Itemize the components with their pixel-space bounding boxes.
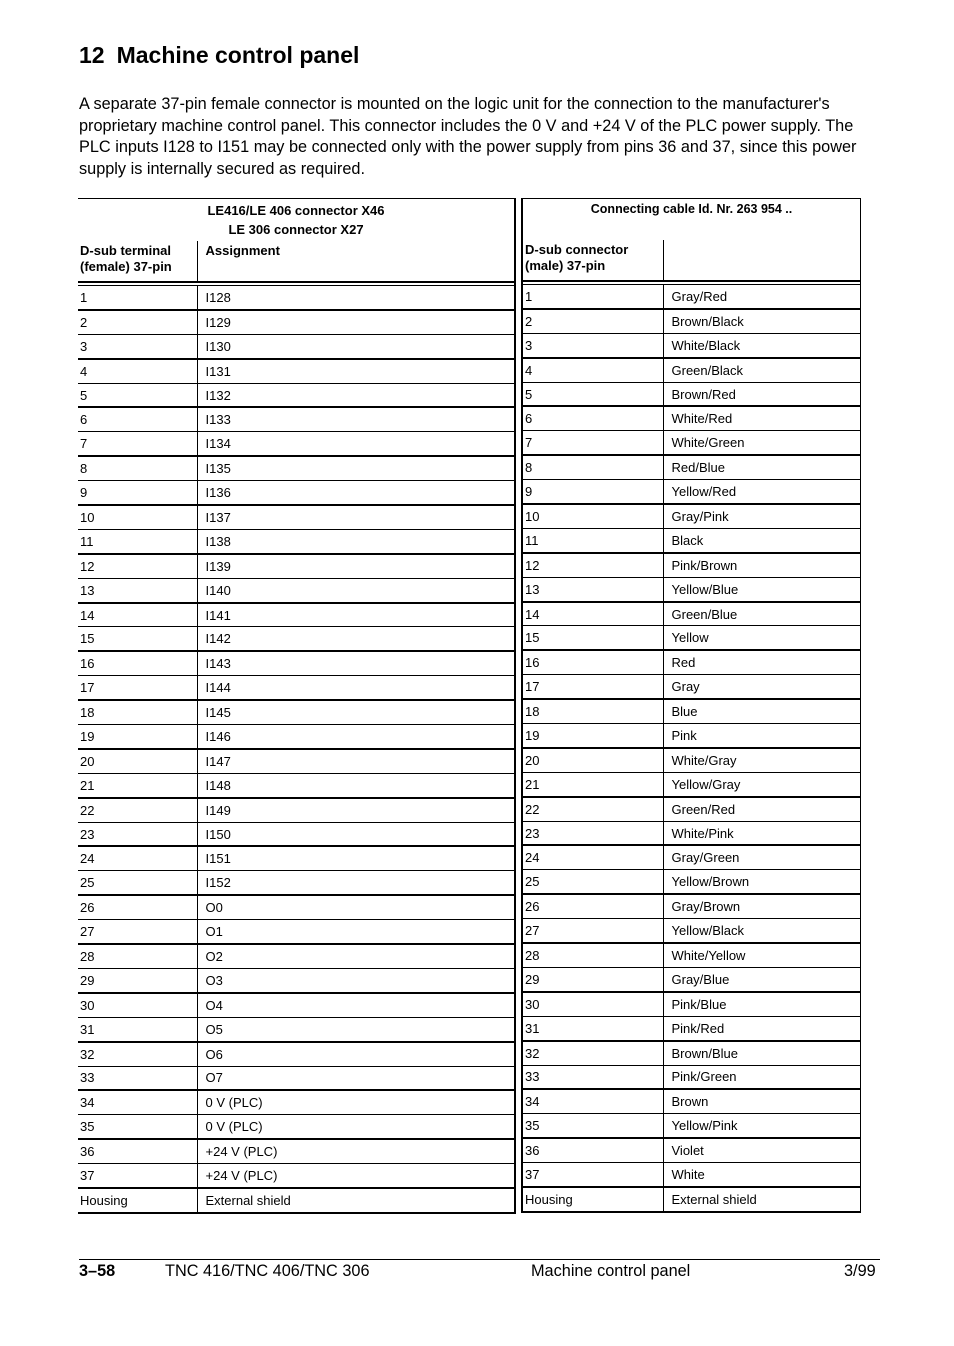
table-row	[78, 505, 515, 529]
assignment-cell: I138	[197, 529, 515, 553]
connector-assignment-table	[78, 198, 516, 1214]
table-row	[78, 456, 515, 480]
pin-cell: 23	[522, 821, 663, 845]
assignment-cell: I152	[197, 871, 515, 895]
left-col-header-assignment: Assignment	[197, 241, 515, 282]
pin-cell: 13	[522, 577, 663, 601]
wire-color-cell: Pink/Blue	[663, 992, 861, 1016]
pin-cell: 22	[522, 797, 663, 821]
table-row	[78, 700, 515, 724]
table-row	[522, 1041, 861, 1065]
pin-cell: 20	[522, 748, 663, 772]
table-row	[522, 455, 861, 479]
pin-cell: 16	[78, 651, 197, 675]
wire-color-cell: Gray/Red	[663, 285, 861, 309]
table-row	[78, 749, 515, 773]
assignment-cell: O6	[197, 1042, 515, 1066]
table-row	[522, 602, 861, 626]
table-row	[522, 992, 861, 1016]
pin-cell: 33	[78, 1066, 197, 1090]
table-row	[522, 406, 861, 430]
assignment-cell: I151	[197, 846, 515, 870]
assignment-cell: I132	[197, 383, 515, 407]
wire-color-cell: Green/Black	[663, 358, 861, 382]
pin-cell: 14	[78, 603, 197, 627]
table-row	[522, 1163, 861, 1187]
pin-cell: 7	[522, 431, 663, 455]
pin-cell: 6	[522, 406, 663, 430]
pin-cell: 35	[78, 1115, 197, 1139]
wire-color-cell: Yellow/Gray	[663, 772, 861, 796]
wire-color-cell: Yellow/Brown	[663, 870, 861, 894]
wire-color-cell: Pink	[663, 724, 861, 748]
wire-color-cell: Brown/Blue	[663, 1041, 861, 1065]
pin-cell: 21	[78, 773, 197, 797]
table-row	[522, 821, 861, 845]
table-row	[78, 334, 515, 358]
pin-cell: Housing	[522, 1187, 663, 1212]
table-row	[78, 1164, 515, 1188]
table-row	[78, 359, 515, 383]
left-header-line2: LE 306 connector X27	[228, 222, 364, 237]
left-col-header-terminal: D-sub terminal (female) 37-pin	[78, 241, 197, 282]
table-row	[78, 871, 515, 895]
table-row	[78, 383, 515, 407]
assignment-cell: O5	[197, 1017, 515, 1041]
table-row	[522, 1089, 861, 1113]
assignment-cell: I147	[197, 749, 515, 773]
pin-cell: 9	[78, 481, 197, 505]
pin-cell: 29	[522, 967, 663, 991]
assignment-cell: O2	[197, 944, 515, 968]
table-row	[78, 481, 515, 505]
pin-cell: 8	[78, 456, 197, 480]
assignment-cell: I150	[197, 822, 515, 846]
pin-cell: 26	[78, 895, 197, 919]
assignment-cell: I139	[197, 554, 515, 578]
assignment-cell: I140	[197, 578, 515, 602]
assignment-cell: I129	[197, 310, 515, 334]
table-row	[78, 310, 515, 334]
table-row	[78, 286, 515, 310]
pin-cell: 21	[522, 772, 663, 796]
table-row	[522, 943, 861, 967]
footer-section: Machine control panel	[531, 1262, 691, 1280]
table-row	[522, 894, 861, 918]
table-row	[522, 309, 861, 333]
pin-cell: 12	[78, 554, 197, 578]
pin-cell: 17	[522, 675, 663, 699]
pin-cell: Housing	[78, 1188, 197, 1213]
pin-cell: 28	[78, 944, 197, 968]
wire-color-cell: Blue	[663, 699, 861, 723]
pin-cell: 27	[78, 920, 197, 944]
cable-color-table	[521, 198, 861, 1213]
assignment-cell: I146	[197, 725, 515, 749]
assignment-cell: I145	[197, 700, 515, 724]
table-row	[78, 1090, 515, 1114]
table-row	[522, 797, 861, 821]
pin-cell: 37	[522, 1163, 663, 1187]
table-row	[522, 431, 861, 455]
table-row	[522, 1187, 861, 1212]
pin-cell: 1	[522, 285, 663, 309]
pin-cell: 32	[522, 1041, 663, 1065]
table-row	[78, 1066, 515, 1090]
wire-color-cell: White/Yellow	[663, 943, 861, 967]
assignment-cell: I136	[197, 481, 515, 505]
pin-cell: 24	[78, 846, 197, 870]
table-row	[78, 529, 515, 553]
wire-color-cell: Black	[663, 528, 861, 552]
pin-cell: 9	[522, 480, 663, 504]
table-row	[78, 1017, 515, 1041]
wire-color-cell: Pink/Brown	[663, 553, 861, 577]
footer-date: 3/99	[844, 1262, 876, 1280]
pin-cell: 11	[78, 529, 197, 553]
pin-cell: 35	[522, 1114, 663, 1138]
table-row	[522, 699, 861, 723]
wire-color-cell: Pink/Red	[663, 1016, 861, 1040]
table-row	[522, 577, 861, 601]
wire-color-cell: Yellow/Blue	[663, 577, 861, 601]
pin-cell: 28	[522, 943, 663, 967]
pin-cell: 18	[78, 700, 197, 724]
assignment-cell: External shield	[197, 1188, 515, 1213]
wire-color-cell: Violet	[663, 1138, 861, 1162]
footer-page-number: 3–58	[79, 1262, 116, 1280]
right-table-header: Connecting cable Id. Nr. 263 954 ..	[522, 199, 861, 241]
table-row	[522, 772, 861, 796]
pin-cell: 20	[78, 749, 197, 773]
assignment-cell: +24 V (PLC)	[197, 1139, 515, 1163]
assignment-cell: I143	[197, 651, 515, 675]
assignment-cell: I134	[197, 432, 515, 456]
wire-color-cell: Yellow/Pink	[663, 1114, 861, 1138]
pin-cell: 19	[522, 724, 663, 748]
table-row	[78, 407, 515, 431]
table-row	[78, 1115, 515, 1139]
table-row	[78, 993, 515, 1017]
pin-cell: 6	[78, 407, 197, 431]
left-header-line1: LE416/LE 406 connector X46	[207, 203, 385, 218]
table-row	[78, 676, 515, 700]
wire-color-cell: Gray/Green	[663, 845, 861, 869]
wire-color-cell: Green/Red	[663, 797, 861, 821]
chapter-title: Machine control panel	[116, 42, 360, 68]
assignment-cell: I137	[197, 505, 515, 529]
assignment-cell: O4	[197, 993, 515, 1017]
table-row	[522, 382, 861, 406]
pin-cell: 32	[78, 1042, 197, 1066]
pin-cell: 8	[522, 455, 663, 479]
pin-cell: 3	[522, 333, 663, 357]
pin-cell: 36	[522, 1138, 663, 1162]
wire-color-cell: Yellow/Red	[663, 480, 861, 504]
assignment-cell: I142	[197, 627, 515, 651]
table-row	[78, 627, 515, 651]
table-row	[78, 603, 515, 627]
pin-cell: 31	[78, 1017, 197, 1041]
table-row	[522, 748, 861, 772]
pin-cell: 37	[78, 1164, 197, 1188]
assignment-cell: I144	[197, 676, 515, 700]
left-table-header	[78, 199, 515, 242]
wire-color-cell: Green/Blue	[663, 602, 861, 626]
pin-cell: 2	[78, 310, 197, 334]
wire-color-cell: White/Pink	[663, 821, 861, 845]
pin-cell: 27	[522, 919, 663, 943]
wire-color-cell: Pink/Green	[663, 1065, 861, 1089]
footer-rule	[79, 1259, 880, 1260]
table-row	[522, 1114, 861, 1138]
table-row	[522, 333, 861, 357]
table-row	[78, 651, 515, 675]
pin-cell: 4	[522, 358, 663, 382]
table-row	[522, 528, 861, 552]
table-row	[522, 967, 861, 991]
pin-cell: 29	[78, 968, 197, 992]
wire-color-cell: White/Black	[663, 333, 861, 357]
pin-cell: 25	[522, 870, 663, 894]
pin-cell: 19	[78, 725, 197, 749]
wire-color-cell: White/Green	[663, 431, 861, 455]
table-row	[522, 1138, 861, 1162]
pin-cell: 23	[78, 822, 197, 846]
page-title	[79, 42, 359, 69]
chapter-number: 12	[79, 42, 105, 68]
pin-cell: 15	[522, 626, 663, 650]
pin-cell: 30	[78, 993, 197, 1017]
table-row	[522, 358, 861, 382]
pin-cell: 31	[522, 1016, 663, 1040]
table-row	[522, 870, 861, 894]
table-row	[522, 724, 861, 748]
footer-model: TNC 416/TNC 406/TNC 306	[165, 1262, 370, 1280]
table-row	[78, 1042, 515, 1066]
pin-cell: 3	[78, 334, 197, 358]
table-row	[522, 285, 861, 309]
pin-cell: 10	[522, 504, 663, 528]
table-row	[78, 822, 515, 846]
pin-cell: 22	[78, 798, 197, 822]
pin-cell: 15	[78, 627, 197, 651]
table-row	[78, 846, 515, 870]
pin-cell: 26	[522, 894, 663, 918]
right-col-header-color	[663, 240, 861, 281]
table-row	[522, 1016, 861, 1040]
wire-color-cell: External shield	[663, 1187, 861, 1212]
pin-cell: 18	[522, 699, 663, 723]
wire-color-cell: Red	[663, 650, 861, 674]
table-row	[78, 1188, 515, 1213]
assignment-cell: +24 V (PLC)	[197, 1164, 515, 1188]
right-col-header-connector: D-sub connector (male) 37-pin	[522, 240, 663, 281]
pin-cell: 25	[78, 871, 197, 895]
pin-cell: 30	[522, 992, 663, 1016]
table-row	[522, 553, 861, 577]
pin-cell: 36	[78, 1139, 197, 1163]
wire-color-cell: Yellow	[663, 626, 861, 650]
table-row	[78, 1139, 515, 1163]
table-row	[522, 1065, 861, 1089]
pin-cell: 14	[522, 602, 663, 626]
wire-color-cell: White	[663, 1163, 861, 1187]
assignment-cell: I141	[197, 603, 515, 627]
assignment-cell: I131	[197, 359, 515, 383]
assignment-cell: I133	[197, 407, 515, 431]
wire-color-cell: Brown/Red	[663, 382, 861, 406]
table-row	[78, 773, 515, 797]
table-row	[522, 845, 861, 869]
pin-cell: 13	[78, 578, 197, 602]
assignment-cell: O7	[197, 1066, 515, 1090]
assignment-cell: I128	[197, 286, 515, 310]
pin-cell: 2	[522, 309, 663, 333]
assignment-cell: 0 V (PLC)	[197, 1090, 515, 1114]
wire-color-cell: White/Gray	[663, 748, 861, 772]
assignment-cell: O0	[197, 895, 515, 919]
intro-paragraph: A separate 37-pin female connector is mounted on the logic unit for the connection to the manufacturer's proprietary machine control panel. This connector includes the 0 V and +24 V of the PLC power supply. The PLC inputs I128 to I151 may be connected only with the power supply from pins 36 and 37, since this power supply is internally secured as required.	[79, 95, 857, 179]
table-row	[78, 920, 515, 944]
assignment-cell: O3	[197, 968, 515, 992]
assignment-cell: 0 V (PLC)	[197, 1115, 515, 1139]
assignment-cell: I130	[197, 334, 515, 358]
pin-cell: 34	[78, 1090, 197, 1114]
table-row	[78, 578, 515, 602]
wire-color-cell: Brown	[663, 1089, 861, 1113]
table-row	[78, 895, 515, 919]
pin-cell: 4	[78, 359, 197, 383]
wire-color-cell: White/Red	[663, 406, 861, 430]
table-row	[522, 504, 861, 528]
table-row	[78, 968, 515, 992]
wire-color-cell: Gray/Pink	[663, 504, 861, 528]
assignment-cell: I135	[197, 456, 515, 480]
pin-cell: 10	[78, 505, 197, 529]
pin-cell: 5	[522, 382, 663, 406]
wire-color-cell: Yellow/Black	[663, 919, 861, 943]
pin-cell: 7	[78, 432, 197, 456]
wire-color-cell: Red/Blue	[663, 455, 861, 479]
pin-cell: 5	[78, 383, 197, 407]
table-row	[522, 650, 861, 674]
pin-cell: 11	[522, 528, 663, 552]
pin-cell: 1	[78, 286, 197, 310]
wire-color-cell: Brown/Black	[663, 309, 861, 333]
table-row	[78, 554, 515, 578]
table-row	[78, 432, 515, 456]
wire-color-cell: Gray/Blue	[663, 967, 861, 991]
assignment-cell: I148	[197, 773, 515, 797]
wire-color-cell: Gray	[663, 675, 861, 699]
wire-color-cell: Gray/Brown	[663, 894, 861, 918]
table-row	[78, 798, 515, 822]
table-row	[78, 944, 515, 968]
pin-cell: 12	[522, 553, 663, 577]
assignment-cell: I149	[197, 798, 515, 822]
pin-cell: 34	[522, 1089, 663, 1113]
pin-cell: 17	[78, 676, 197, 700]
table-row	[522, 919, 861, 943]
table-row	[522, 626, 861, 650]
assignment-cell: O1	[197, 920, 515, 944]
table-row	[522, 675, 861, 699]
table-row	[522, 480, 861, 504]
table-row	[78, 725, 515, 749]
pin-cell: 33	[522, 1065, 663, 1089]
pin-cell: 16	[522, 650, 663, 674]
pin-cell: 24	[522, 845, 663, 869]
